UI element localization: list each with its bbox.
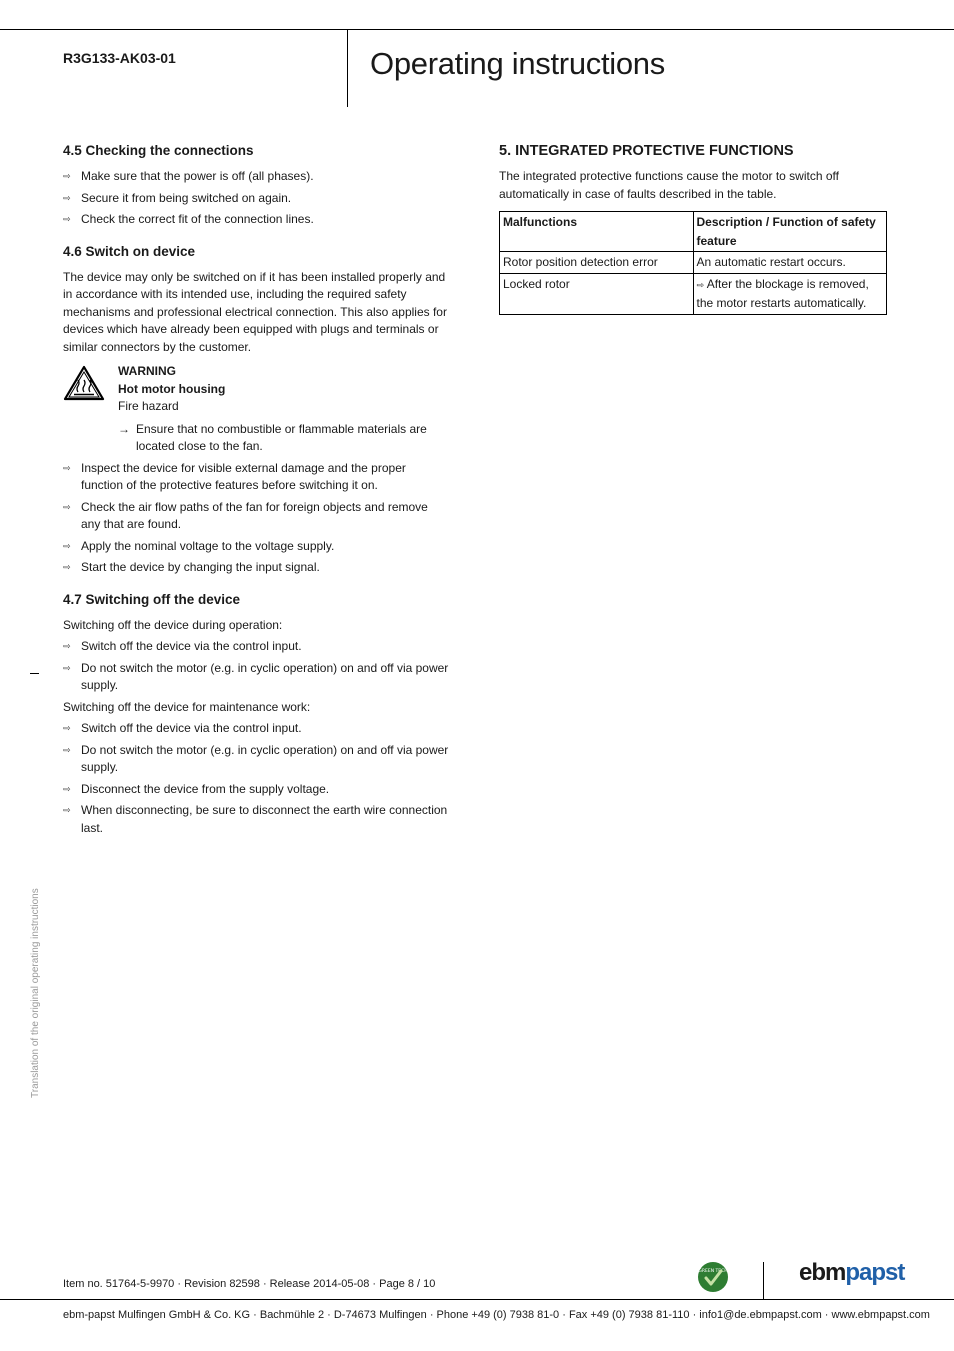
- section-4-5: [63, 142, 449, 229]
- page-title: Operating instructions: [370, 46, 665, 81]
- table-cell: ⇨ After the blockage is removed, the motor restarts automatically.: [693, 273, 887, 314]
- right-arrow-icon: →: [118, 421, 130, 436]
- column-header: Description / Function of safety feature: [693, 212, 887, 252]
- arrow-bullet-icon: ⇨: [63, 783, 71, 794]
- arrow-bullet-icon: ⇨: [63, 744, 71, 755]
- section-intro: The device may only be switched on if it has been installed properly and in accordance with its intended use, including the required safety mechanisms and professional electrical connection. This also applies for devices which have already been equipped with plugs and terminals or similar connectors by the customer.: [63, 269, 447, 354]
- footer-company-line: ebm-papst Mulfingen GmbH & Co. KG · Bachmühle 2 · D-74673 Mulfingen · Phone +49 (0) 7938 81-0 · Fax +49 (0) 7938 81-110 · info1@de.ebmpapst.com · www.ebmpapst.com: [63, 1309, 930, 1321]
- item-info: Item no. 51764-5-9970 · Revision 82598 · Release 2014-05-08 · Page 8 / 10: [63, 1278, 436, 1290]
- section-intro: The integrated protective functions cause the motor to switch off automatically in case of faults described in the table.: [499, 169, 839, 201]
- section-4-7: [63, 591, 449, 838]
- arrow-bullet-icon: ⇨: [63, 805, 71, 815]
- brand-logo: ebmpapst: [799, 1259, 905, 1286]
- arrow-bullet-icon: ⇨: [63, 214, 71, 224]
- section-heading: 4.7 Switching off the device: [63, 591, 241, 607]
- logo-divider: [763, 1262, 764, 1300]
- arrow-bullet-icon: ⇨: [63, 192, 71, 203]
- maintenance-label: Switching off the device for maintenance work:: [63, 699, 311, 714]
- header-top-rule: [0, 29, 954, 30]
- list-item: ⇨ Do not switch the motor (e.g. in cyclic operation) on and off via power supply.: [63, 742, 449, 774]
- green-tech-logo-text: GREEN TECH: [698, 1269, 728, 1274]
- list-item: ⇨ Switch off the device via the control input.: [63, 638, 449, 656]
- margin-mark: [30, 673, 39, 674]
- table-cell: Rotor position detection error: [500, 252, 694, 274]
- right-column: [499, 142, 887, 315]
- section-heading: 5. INTEGRATED PROTECTIVE FUNCTIONS: [499, 143, 794, 159]
- step-list: [63, 460, 449, 577]
- operation-label: Switching off the device during operation:: [63, 617, 283, 632]
- section-heading: 4.6 Switch on device: [63, 243, 196, 259]
- left-column: [63, 142, 449, 837]
- warning-label: WARNING: [118, 364, 176, 378]
- step-list: [63, 720, 449, 837]
- table-cell: An automatic restart occurs.: [693, 252, 887, 274]
- list-item: ⇨ Make sure that the power is off (all phases).: [63, 168, 449, 186]
- side-note: Translation of the original operating instructions: [30, 888, 41, 1098]
- warning-block: [63, 363, 449, 456]
- warning-action: → Ensure that no combustible or flammable materials are located close to the fan.: [118, 421, 427, 453]
- list-item: ⇨ Check the air flow paths of the fan for foreign objects and remove any that are found.: [63, 499, 428, 531]
- list-item: ⇨ Secure it from being switched on again.: [63, 190, 449, 208]
- list-item: ⇨ When disconnecting, be sure to disconnect the earth wire connection last.: [63, 803, 448, 835]
- table-row: [500, 252, 887, 274]
- green-tech-logo: [697, 1261, 729, 1293]
- header-divider: [347, 29, 348, 107]
- arrow-bullet-icon: ⇨: [63, 562, 71, 572]
- column-header: Malfunctions: [500, 212, 694, 252]
- arrow-bullet-icon: ⇨: [696, 279, 705, 290]
- step-list: [63, 638, 449, 695]
- hot-surface-warning-icon: [63, 365, 105, 401]
- section-4-6: [63, 243, 449, 577]
- list-item: ⇨ Check the correct fit of the connection lines.: [63, 211, 449, 229]
- table-cell: Locked rotor: [500, 273, 694, 314]
- table-header-row: [500, 212, 887, 252]
- arrow-bullet-icon: ⇨: [63, 641, 71, 651]
- protective-functions-table: [499, 211, 887, 315]
- warning-hazard: Fire hazard: [118, 399, 179, 413]
- list-item: ⇨ Disconnect the device from the supply voltage.: [63, 781, 449, 799]
- arrow-bullet-icon: ⇨: [63, 662, 71, 673]
- table-row: [500, 273, 887, 314]
- footer-rule: [0, 1299, 954, 1300]
- arrow-bullet-icon: ⇨: [63, 462, 71, 473]
- document-id: R3G133-AK03-01: [63, 50, 176, 66]
- arrow-bullet-icon: ⇨: [63, 540, 71, 551]
- section-heading: 4.5 Checking the connections: [63, 143, 254, 158]
- list-item: ⇨ Do not switch the motor (e.g. in cyclic operation) on and off via power supply.: [63, 660, 449, 692]
- arrow-bullet-icon: ⇨: [63, 171, 71, 181]
- list-item: ⇨ Switch off the device via the control input.: [63, 720, 449, 738]
- arrow-bullet-icon: ⇨: [63, 723, 71, 733]
- arrow-bullet-icon: ⇨: [63, 501, 71, 512]
- step-list: [63, 168, 449, 229]
- list-item: ⇨ Inspect the device for visible external damage and the proper function of the protective features before switching it on.: [63, 460, 406, 492]
- warning-title: Hot motor housing: [118, 381, 226, 396]
- list-item: ⇨ Apply the nominal voltage to the voltage supply.: [63, 538, 449, 556]
- list-item: ⇨ Start the device by changing the input signal.: [63, 559, 449, 577]
